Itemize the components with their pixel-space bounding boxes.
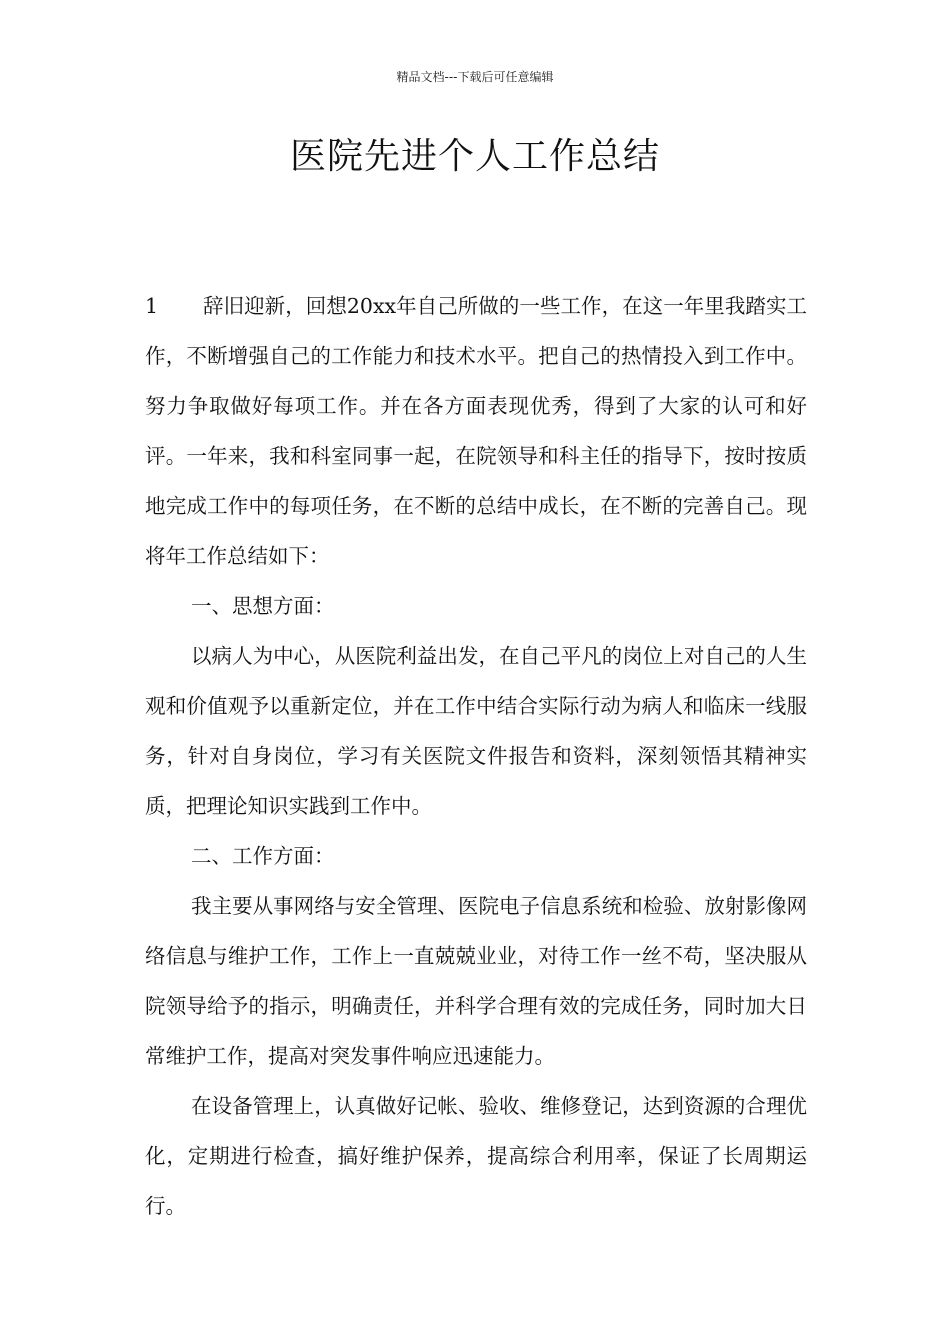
document-title: 医院先进个人工作总结 — [289, 136, 660, 177]
document-body — [145, 281, 807, 1231]
paragraph-thought: 以病人为中心，从医院利益出发，在自己平凡的岗位上对自己的人生观和价值观予以重新定位，并在工作中结合实际行动为病人和临床一线服务，针对自身岗位，学习有关医院文件报告和资料，深刻领悟其精神实质，把理论知识实践到工作中。 — [145, 644, 807, 818]
header-note: 精品文档---下载后可任意编辑 — [396, 70, 554, 84]
paragraph-equipment: 在设备管理上，认真做好记帐、验收、维修登记，达到资源的合理优化，定期进行检查，搞好维护保养，提高综合利用率，保证了长周期运行。 — [145, 1094, 807, 1218]
paragraph-number: 1 — [145, 294, 159, 318]
paragraph-work: 我主要从事网络与安全管理、医院电子信息系统和检验、放射影像网络信息与维护工作，工作上一直兢兢业业，对待工作一丝不苟，坚决服从院领导给予的指示，明确责任，并科学合理有效的完成任务，同时加大日常维护工作，提高对突发事件响应迅速能力。 — [145, 894, 807, 1068]
paragraph-text: 辞旧迎新，回想20xx年自己所做的一些工作，在这一年里我踏实工作，不断增强自己的工作能力和技术水平。把自己的热情投入到工作中。努力争取做好每项工作。并在各方面表现优秀，得到了大家的认可和好评。一年来，我和科室同事一起，在院领导和科主任的指导下，按时按质地完成工作中的每项任务，在不断的总结中成长，在不断的完善自己。现将年工作总结如下： — [145, 294, 807, 568]
section-heading-thought: 一、思想方面： — [191, 594, 335, 618]
section-heading-work: 二、工作方面： — [191, 844, 335, 868]
paragraph-intro — [145, 281, 807, 581]
